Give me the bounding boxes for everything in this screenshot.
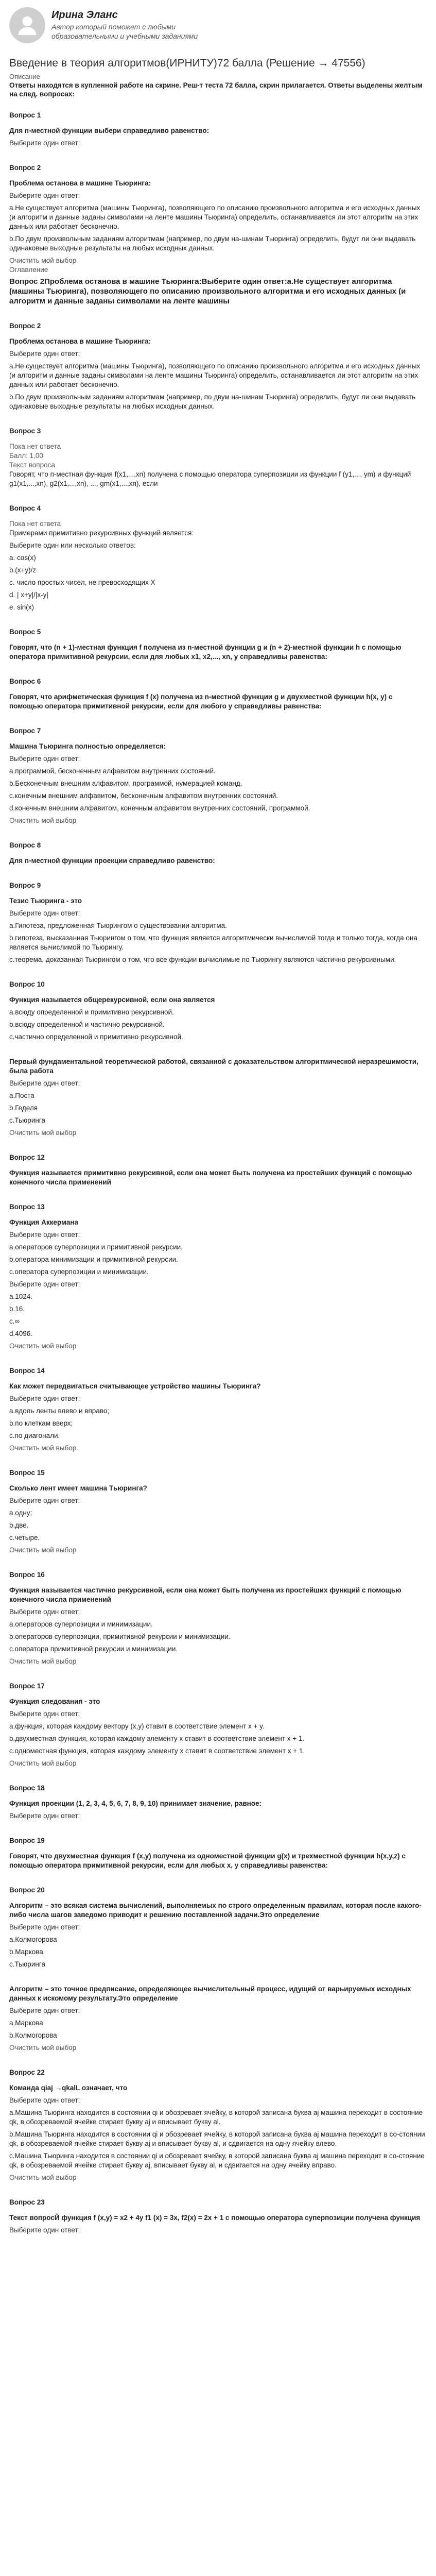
answer-option[interactable]: c.конечным внешним алфавитом, бесконечным алфавитом внутренних состояний.: [9, 792, 278, 800]
question-text: Говорят, что п-местная функция f(x1,...,xn) получена с помощью оператора суперпозиции из функции f (y1,..., ym) и функций g1(x1,...,xn), g2(x1,...,xn), ..., gm(x1,...,xn), если: [9, 470, 411, 487]
question-text: Функция называется частично рекурсивной, если она может быть получена из простейших функций с помощью конечного числа применений: [9, 1586, 402, 1603]
question-block: [9, 677, 427, 825]
question-block: [9, 504, 427, 612]
question-number: Вопрос 2: [9, 322, 41, 330]
answer-option[interactable]: c. число простых чисел, не превосходящих X: [9, 579, 155, 586]
answer-option[interactable]: b.(x+y)/z: [9, 566, 37, 574]
question-number: Вопрос 10: [9, 980, 45, 988]
choose-prompt: Выберите один ответ:: [9, 2226, 80, 2234]
clear-choice-link[interactable]: Очистить мой выбор: [9, 2174, 77, 2181]
question-text: Функция Аккермана: [9, 1218, 78, 1226]
question-text: Говорят, что двухместная функция f (x,y) получена из одноместной функции g(x) и трехместной функции h(x,y,z) с помощью оператора примитивной рекурсии, если для любых x, y справедливы равенства:: [9, 1852, 406, 1869]
question-number: Вопрос 15: [9, 1469, 45, 1477]
spacer: [9, 714, 427, 726]
question-text: Проблема останова в машине Тьюринга:: [9, 179, 151, 187]
answer-option[interactable]: c.теорема, доказанная Тьюрингом о том, что все функции вычислимые по Тьюрингу являются частично рекурсивными.: [9, 956, 396, 963]
question-number: Вопрос 18: [9, 1784, 45, 1792]
answer-option[interactable]: b.по клеткам вверх;: [9, 1419, 73, 1427]
question-text: Функция называется примитивно рекурсивной, если она может быть получена из простейших функций с помощью конечного числа применений: [9, 1169, 412, 1186]
question-block: [9, 841, 427, 964]
question-block: [9, 1366, 427, 1453]
answer-option[interactable]: b.По двум произвольным заданиям алгоритмам (например, по двум на-шинам Тьюринга) определить, будут ли они выдавать одинаковые выходные результаты на любых исходных данных.: [9, 393, 416, 410]
question-text: Функция следования - это: [9, 1698, 100, 1705]
question-text: Говорят, что (n + 1)-местная функция f получена из n-местной функции g и (n + 2)-местной функции h с помощью оператора примитивной рекурсии, если для любых x1, x2,..., xn, у справедливы равенства:: [9, 643, 402, 660]
answer-option[interactable]: a.программой, бесконечным алфавитом внутренних состояний.: [9, 767, 216, 775]
answer-option[interactable]: a.вдоль ленты влево и вправо;: [9, 1407, 110, 1415]
choose-prompt: Выберите один ответ:: [9, 909, 80, 917]
question-kind: Текст вопроса: [9, 461, 55, 469]
choose-prompt: Выберите один ответ:: [9, 1923, 80, 1931]
question-number: Вопрос 9: [9, 882, 41, 889]
answer-option[interactable]: c.по диагонали.: [9, 1432, 60, 1439]
answer-option[interactable]: c.одноместная функция, которая каждому элементу x ставит в соответствие элемент x + 1.: [9, 1747, 305, 1755]
choose-prompt: Выберите один ответ:: [9, 2007, 80, 2014]
question-text: Для п-местной функции выбери справедливо равенство:: [9, 127, 210, 134]
description-label: Описание: [9, 73, 40, 80]
answer-option[interactable]: b.двухместная функция, которая каждому элементу x ставит в соответствие элемент x + 1.: [9, 1735, 305, 1742]
question-repeat-heading: Вопрос 2Проблема останова в машине Тьюринга:Выберите один ответ:a.Не существует алгоритма (машины Тьюринга), позволяющего по описанию произвольного алгоритма и его исходных данных (и алгоритм и данные заданы символами на ленте машины: [9, 277, 406, 306]
answer-option[interactable]: d. | x+y|/|x-y|: [9, 591, 48, 599]
author-avatar[interactable]: [9, 7, 45, 43]
choose-prompt: Выберите один ответ:: [9, 1079, 80, 1087]
question-block: [9, 2068, 427, 2182]
answer-option[interactable]: c.Тьюринга: [9, 1116, 45, 1124]
answer-option[interactable]: b.По двум произвольным заданиям алгоритмам (например, по двум на-шинам Тьюринга) определить, будут ли они выдавать одинаковые выходные результаты на любых исходных данных.: [9, 235, 416, 252]
answer-option[interactable]: c.Тьюринга: [9, 1960, 45, 1968]
choose-prompt: Выберите один ответ:: [9, 1812, 80, 1820]
question-text: Примерами примитивно рекурсивных функций является:: [9, 529, 194, 537]
question-block: [9, 1682, 427, 1768]
question-number: Вопрос 4: [9, 504, 41, 512]
answer-option[interactable]: b.Машина Тьюринга находится в состоянии qi и обозревает ячейку, в которой записана буква aj машина переходит в со-стоянии qk, в обозреваемой ячейке стирает букву aj и вписывает букву al, и сдвигается на одну ячейку влево.: [9, 2130, 425, 2147]
question-text: Алгоритм – это точное предписание, определяющее вычислительный процесс, идущий от варьируемых исходных данных к искомому результату.Это определение: [9, 1985, 411, 2002]
answer-option[interactable]: a.Маркова: [9, 2019, 43, 2027]
question-number: Вопрос 17: [9, 1682, 45, 1690]
clear-choice-link[interactable]: Очистить мой выбор: [9, 817, 77, 824]
clear-choice-link[interactable]: Очистить мой выбор: [9, 1444, 77, 1452]
answer-option[interactable]: a.операторов суперпозиции и минимизации.: [9, 1620, 153, 1628]
answer-option[interactable]: b.Колмогорова: [9, 2031, 57, 2039]
choose-prompt: Выберите один ответ:: [9, 139, 80, 147]
answer-option[interactable]: b.операторов суперпозиции, примитивной рекурсии и минимизации.: [9, 1633, 231, 1640]
spacer: [9, 1190, 427, 1202]
answer-option[interactable]: a.функция, которая каждому вектору (x,y) ставит в соответствие элемент x + y.: [9, 1722, 265, 1730]
author-block: [9, 7, 427, 55]
question-text: Для п-местной функции проекции справедливо равенство:: [9, 857, 215, 865]
answer-option[interactable]: e. sin(x): [9, 603, 34, 611]
question-list: [9, 111, 427, 2235]
outline-label: Оглавление: [9, 266, 48, 274]
answer-option[interactable]: a.операторов суперпозиции и примитивной рекурсии.: [9, 1243, 183, 1251]
question-text: Функция называется общерекурсивной, если она является: [9, 996, 215, 1004]
question-text: Проблема останова в машине Тьюринга:: [9, 337, 151, 345]
question-block: [9, 163, 427, 306]
answer-option[interactable]: a.Машина Тьюринга находится в состоянии qi и обозревает ячейку, в которой записана буква aj машина переходит в состояние qk, в обозреваемой ячейке стирает букву aj и вписывает букву al.: [9, 2109, 423, 2126]
answer-option[interactable]: d.4096.: [9, 1330, 33, 1337]
question-number: Вопрос 7: [9, 727, 41, 735]
description-text: Ответы находятся в купленной работе на скрине. Реш-т теста 72 балла, скрин прилагается. Ответы выделены желтым на след. вопросах:: [9, 81, 423, 98]
question-number: Вопрос 8: [9, 841, 41, 849]
answer-option[interactable]: b.Геделя: [9, 1104, 38, 1112]
spacer: [9, 1972, 427, 1985]
clear-choice-link[interactable]: Очистить мой выбор: [9, 2044, 77, 2052]
question-number: Вопрос 14: [9, 1367, 45, 1375]
answer-option[interactable]: a.Поста: [9, 1092, 34, 1099]
question-block: [9, 111, 427, 148]
question-text: Первый фундаментальной теоретической работой, связанной с доказательством алгоритмической неразрешимости, была работа: [9, 1058, 418, 1075]
question-block: [9, 980, 427, 1138]
question-number: Вопрос 3: [9, 427, 41, 435]
answer-option[interactable]: a.Гипотеза, предложенная Тьюрингом о существовании алгоритма.: [9, 922, 227, 929]
question-status: Пока нет ответа: [9, 443, 61, 450]
choose-prompt: Выберите один или несколько ответов:: [9, 541, 136, 549]
question-text: Как может передвигаться считывающее устройство машины Тьюринга?: [9, 1382, 261, 1390]
choose-prompt: Выберите один ответ:: [9, 1231, 80, 1239]
author-name[interactable]: Ирина Эланс: [51, 9, 118, 21]
clear-choice-link[interactable]: Очистить мой выбор: [9, 1759, 77, 1767]
answer-option[interactable]: b.две.: [9, 1521, 29, 1529]
choose-prompt: Выберите один ответ:: [9, 1497, 80, 1504]
question-text: Функция проекции (1, 2, 3, 4, 5, 6, 7, 8, 9, 10) принимает значение, равное:: [9, 1800, 262, 1807]
answer-option[interactable]: b.всюду определенной и частично рекурсивной.: [9, 1021, 165, 1028]
question-block: [9, 1836, 427, 2053]
choose-prompt: Выберите один ответ:: [9, 1710, 80, 1718]
question-number: Вопрос 19: [9, 1837, 45, 1844]
spacer: [9, 869, 427, 881]
document-title: Введение в теория алгоритмов(ИРНИТУ)72 балла (Решение → 47556): [9, 57, 365, 69]
answer-option[interactable]: a.Колмогорова: [9, 1936, 57, 1943]
question-block: [9, 2198, 427, 2235]
answer-option[interactable]: c.оператора примитивной рекурсии и минимизации.: [9, 1645, 178, 1653]
answer-option[interactable]: a.1024.: [9, 1293, 33, 1300]
choose-prompt: Выберите один ответ:: [9, 1608, 80, 1616]
question-text: Алгоритм – это всякая система вычислений, выполняемых по строго определенным правилам, которая после какого-либо числа шагов заведомо приводит к решению поставленной задачи.Это определение: [9, 1902, 422, 1919]
clear-choice-link[interactable]: Очистить мой выбор: [9, 1657, 77, 1665]
answer-option[interactable]: a. cos(x): [9, 554, 36, 562]
question-block: [9, 1468, 427, 1555]
answer-option[interactable]: c.оператора суперпозиции и минимизации.: [9, 1268, 149, 1276]
answer-option[interactable]: a.всюду определенной и примитивно рекурсивной.: [9, 1008, 174, 1016]
answer-option[interactable]: a.Не существует алгоритма (машины Тьюринга), позволяющего по описанию произвольного алгоритма и его исходных данных (и алгоритм и данные заданы символами на ленте машины Тьюринга) определить, останавливается ли этот алгоритм на этих данных или работает бесконечно.: [9, 362, 421, 388]
user-icon: [15, 13, 39, 37]
clear-choice-link[interactable]: Очистить мой выбор: [9, 257, 77, 264]
spacer: [9, 1873, 427, 1886]
question-block: [9, 1784, 427, 1821]
question-block: [9, 427, 427, 488]
answer-option[interactable]: b.гипотеза, высказанная Тьюрингом о том, что функция является алгоритмически вычислимой тогда и только тогда, когда она является вычислимой по Тьюрингу.: [9, 934, 417, 951]
spacer: [9, 1045, 427, 1057]
question-block: [9, 628, 427, 662]
choose-prompt: Выберите один ответ:: [9, 1280, 80, 1288]
question-text: Команда qiaj →qkalL означает, что: [9, 2084, 128, 2092]
choose-prompt: Выберите один ответ:: [9, 755, 80, 762]
question-block: [9, 1570, 427, 1666]
choose-prompt: Выберите один ответ:: [9, 192, 80, 199]
question-status: Пока нет ответа: [9, 520, 61, 528]
question-text: Текст вопросЙ функция f (x,y) = x2 + 4y f1 (x) = 3x, f2(x) = 2x + 1 с помощью оператора суперпозиции получена функция: [9, 2214, 421, 2222]
question-points: Балл: 1,00: [9, 452, 43, 460]
question-number: Вопрос 23: [9, 2198, 45, 2206]
answer-option[interactable]: b.оператора минимизации и примитивной рекурсии.: [9, 1256, 178, 1263]
choose-prompt: Выберите один ответ:: [9, 1395, 80, 1402]
question-number: Вопрос 16: [9, 1571, 45, 1579]
answer-option[interactable]: b.16.: [9, 1305, 25, 1313]
clear-choice-link[interactable]: Очистить мой выбор: [9, 1546, 77, 1554]
question-number: Вопрос 22: [9, 2069, 45, 2076]
question-number: Вопрос 20: [9, 1886, 45, 1894]
answer-option[interactable]: b.Маркова: [9, 1948, 43, 1956]
author-tagline: Автор который поможет с любыми образовательными и учебными заданиями: [51, 23, 198, 40]
answer-option[interactable]: c.Машина Тьюринга находится в состоянии qi и обозревает ячейку, в которой записана буква aj машина переходит в со-стояние qk, в обозреваемой ячейке стирает букву aj, вписывает букву al, и сдвигается на одну ячейку вправо.: [9, 2152, 425, 2169]
choose-prompt: Выберите один ответ:: [9, 350, 80, 358]
answer-option[interactable]: d.конечным внешним алфавитом, конечным алфавитом внутренних состояний, программой.: [9, 804, 310, 812]
answer-option[interactable]: b.Бесконечным внешним алфавитом, программой, нумерацией команд.: [9, 779, 242, 787]
question-number: Вопрос 2: [9, 164, 41, 172]
clear-choice-link[interactable]: Очистить мой выбор: [9, 1129, 77, 1137]
answer-option[interactable]: c.четыре.: [9, 1534, 40, 1541]
question-number: Вопрос 1: [9, 111, 41, 119]
question-block: [9, 1153, 427, 1351]
choose-prompt: Выберите один ответ:: [9, 2096, 80, 2104]
answer-option[interactable]: a.одну;: [9, 1509, 32, 1517]
question-text: Говорят, что арифметическая функция f (x) получена из n-местной функции g и двухместной функции h(x, y) с помощью оператора примитивной рекурсии, если для любого у справедливы равенства:: [9, 693, 393, 710]
question-number: Вопрос 12: [9, 1154, 45, 1161]
clear-choice-link[interactable]: Очистить мой выбор: [9, 1342, 77, 1350]
answer-option[interactable]: c.частично определенной и примитивно рекурсивной.: [9, 1033, 183, 1041]
question-number: Вопрос 5: [9, 628, 41, 636]
answer-option[interactable]: a.Не существует алгоритма (машины Тьюринга), позволяющего по описанию произвольного алгоритма и его исходных данных (и алгоритм и данные заданы символами на ленте машины Тьюринга) определить, останавливается ли этот алгоритм на этих данных или работает бесконечно.: [9, 204, 421, 230]
question-number: Вопрос 6: [9, 677, 41, 685]
answer-option[interactable]: c.∞: [9, 1317, 20, 1325]
question-text: Сколько лент имеет машина Тьюринга?: [9, 1484, 147, 1492]
question-text: Машина Тьюринга полностью определяется:: [9, 742, 166, 750]
question-block: [9, 321, 427, 411]
question-text: Тезис Тьюринга - это: [9, 897, 82, 905]
question-number: Вопрос 13: [9, 1203, 45, 1211]
